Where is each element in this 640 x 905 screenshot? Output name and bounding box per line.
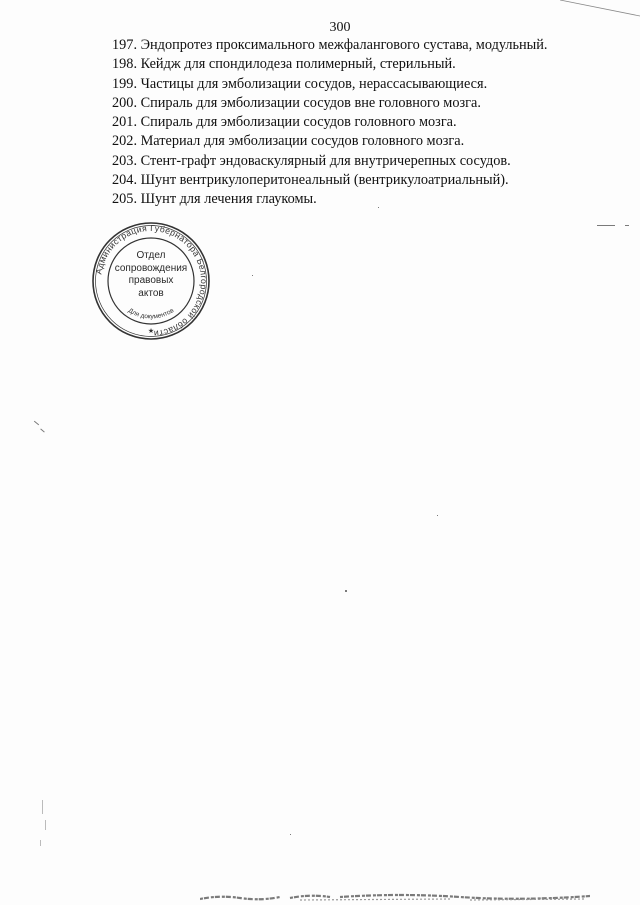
stamp-line: Отдел <box>136 250 166 261</box>
scan-speck <box>437 515 438 516</box>
stamp-line: актов <box>138 287 164 299</box>
stamp-outer-text: Администрация Губернатора Белгородской области <box>93 222 210 339</box>
list-item: 199. Частицы для эмболизации сосудов, нерассасывающиеся. <box>112 75 488 92</box>
item-list <box>112 36 612 210</box>
scan-corner-artifact <box>560 0 640 18</box>
list-item: 201. Спираль для эмболизации сосудов головного мозга. <box>112 114 457 131</box>
scan-speck <box>40 840 41 846</box>
scan-speck <box>40 429 44 433</box>
stamp-line: сопровождения <box>114 262 188 274</box>
star-icon: ★ <box>147 327 155 335</box>
scan-speck <box>42 800 43 814</box>
stamp-center-text <box>108 250 194 300</box>
scan-speck <box>625 225 629 226</box>
list-item: 198. Кейдж для спондилодеза полимерный, стерильный. <box>112 56 456 73</box>
official-stamp <box>90 220 212 342</box>
list-item: 202. Материал для эмболизации сосудов головного мозга. <box>112 133 465 150</box>
list-item: 200. Спираль для эмболизации сосудов вне головного мозга. <box>112 94 481 111</box>
scan-speck <box>252 275 253 276</box>
scan-speck <box>597 225 615 226</box>
scan-speck <box>378 207 379 208</box>
scan-speck <box>290 834 291 835</box>
list-item: 204. Шунт вентрикулоперитонеальный (вентрикулоатриальный). <box>112 172 509 189</box>
list-item: 203. Стент-графт эндоваскулярный для внутричерепных сосудов. <box>112 152 511 169</box>
list-item: 205. Шунт для лечения глаукомы. <box>112 191 317 208</box>
scan-speck <box>45 820 46 830</box>
scan-speck <box>345 590 347 592</box>
scan-edge-artifact <box>200 891 590 901</box>
stamp-bottom-text: Для документов <box>126 307 176 321</box>
scan-speck <box>34 421 39 426</box>
list-item: 197. Эндопротез проксимального межфалангового сустава, модульный. <box>112 37 548 53</box>
page-number: 300 <box>329 20 351 35</box>
svg-text:Для документов <box>127 307 176 320</box>
stamp-line: правовых <box>128 275 174 286</box>
